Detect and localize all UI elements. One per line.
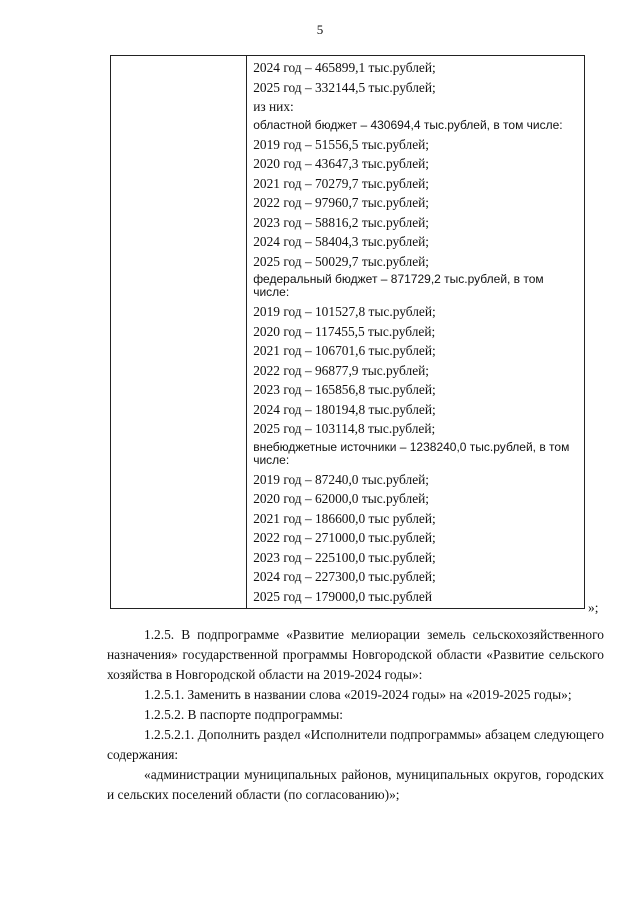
passport-table-container — [110, 55, 585, 609]
table-row — [111, 56, 585, 609]
funding-line: 2019 год – 87240,0 тыс.рублей; — [253, 471, 430, 487]
funding-line: 2021 год – 106701,6 тыс.рублей; — [253, 343, 436, 358]
funding-line: 2022 год – 96877,9 тыс.рублей; — [253, 362, 430, 378]
funding-line: 2024 год – 180194,8 тыс.рублей; — [253, 401, 436, 417]
funding-line: 2021 год – 186600,0 тыс рублей; — [253, 510, 436, 526]
paragraph-1-2-5-2-1: 1.2.5.2.1. Дополнить раздел «Исполнители подпрограммы» абзацем следующего содержания: — [107, 727, 604, 762]
paragraph-1-2-5: 1.2.5. В подпрограмме «Развитие мелиорации земель сельскохозяйственного назначения» государственной программы Новгородской области «Развитие сельского хозяйства в Новгородской области на 2019-2024 годы»: — [107, 627, 604, 682]
funding-line: 2022 год – 97960,7 тыс.рублей; — [253, 195, 430, 210]
funding-line: внебюджетные источники – 1238240,0 тыс.рублей, в том числе: — [253, 439, 570, 467]
funding-line: 2023 год – 165856,8 тыс.рублей; — [253, 382, 436, 397]
table-right-cell — [247, 56, 585, 609]
funding-line: 2022 год – 271000,0 тыс.рублей; — [253, 530, 436, 545]
funding-line: из них: — [253, 99, 294, 114]
closing-quote-mark: »; — [588, 600, 599, 615]
funding-line: 2025 год – 179000,0 тыс.рублей — [253, 588, 432, 604]
funding-line: областной бюджет – 430694,4 тыс.рублей, в том числе: — [253, 117, 563, 132]
page-number: 5 — [316, 22, 324, 37]
funding-line: 2023 год – 225100,0 тыс.рублей; — [253, 549, 436, 565]
table-left-cell — [111, 56, 247, 609]
funding-line: 2025 год – 332144,5 тыс.рублей; — [253, 79, 436, 95]
funding-line: 2024 год – 465899,1 тыс.рублей; — [253, 60, 436, 75]
paragraph-1-2-5-1: 1.2.5.1. Заменить в названии слова «2019-2024 годы» на «2019-2025 годы»; — [144, 687, 572, 702]
funding-line: 2024 год – 227300,0 тыс.рублей; — [253, 569, 436, 584]
funding-line: 2020 год – 117455,5 тыс.рублей; — [253, 323, 436, 339]
funding-line: 2025 год – 50029,7 тыс.рублей; — [253, 253, 430, 269]
funding-lines — [253, 58, 579, 606]
paragraph-1-2-5-2: 1.2.5.2. В паспорте подпрограммы: — [144, 707, 344, 722]
funding-line: 2020 год – 43647,3 тыс.рублей; — [253, 156, 430, 171]
body-text — [107, 625, 604, 805]
funding-line: 2021 год – 70279,7 тыс.рублей; — [253, 175, 430, 191]
funding-line: 2019 год – 51556,5 тыс.рублей; — [253, 136, 430, 152]
funding-line: 2023 год – 58816,2 тыс.рублей; — [253, 214, 430, 230]
funding-line: 2020 год – 62000,0 тыс.рублей; — [253, 491, 430, 506]
funding-line: 2019 год – 101527,8 тыс.рублей; — [253, 304, 436, 319]
funding-line: федеральный бюджет – 871729,2 тыс.рублей, в том числе: — [253, 272, 544, 299]
quoted-addition: «администрации муниципальных районов, муниципальных округов, городских и сельских поселений области (по согласованию)»; — [107, 767, 604, 802]
funding-line: 2024 год – 58404,3 тыс.рублей; — [253, 234, 430, 249]
funding-line: 2025 год – 103114,8 тыс.рублей; — [253, 421, 436, 436]
passport-table — [110, 55, 585, 609]
